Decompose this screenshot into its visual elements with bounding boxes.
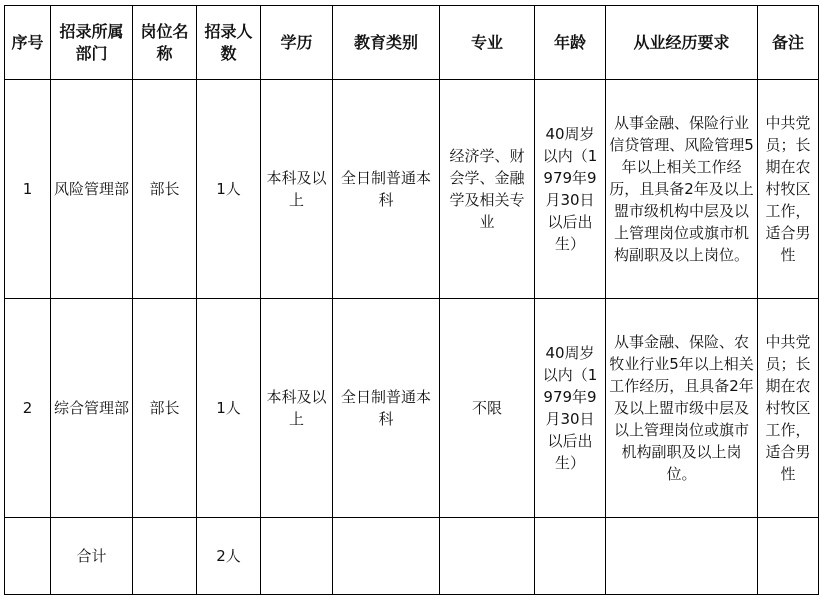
header-dept: 招录所属部门 — [51, 6, 133, 80]
header-experience: 从业经历要求 — [606, 6, 758, 80]
cell-dept: 综合管理部 — [51, 299, 133, 518]
total-row — [5, 518, 819, 595]
header-no: 序号 — [5, 6, 51, 80]
cell-empty — [535, 518, 606, 595]
cell-experience: 从事金融、保险、农牧业行业5年以上相关工作经历，且具备2年及以上盟市级中层及以上管理岗位或旗市机构副职及以上岗位。 — [606, 299, 758, 518]
cell-major: 不限 — [440, 299, 535, 518]
header-row — [5, 6, 819, 80]
cell-empty — [5, 518, 51, 595]
cell-major: 经济学、财会学、金融学及相关专业 — [440, 80, 535, 299]
cell-empty — [261, 518, 333, 595]
cell-remark: 中共党员；长期在农村牧区工作，适合男性 — [758, 299, 819, 518]
cell-no: 1 — [5, 80, 51, 299]
header-edu-type: 教育类别 — [333, 6, 440, 80]
cell-empty — [333, 518, 440, 595]
table-row — [5, 299, 819, 518]
cell-dept: 风险管理部 — [51, 80, 133, 299]
cell-remark: 中共党员；长期在农村牧区工作，适合男性 — [758, 80, 819, 299]
cell-empty — [606, 518, 758, 595]
cell-edu-type: 全日制普通本科 — [333, 80, 440, 299]
cell-empty — [440, 518, 535, 595]
cell-count: 1人 — [197, 299, 261, 518]
header-major: 专业 — [440, 6, 535, 80]
cell-post: 部长 — [133, 80, 197, 299]
table-row — [5, 80, 819, 299]
cell-count: 1人 — [197, 80, 261, 299]
cell-empty — [133, 518, 197, 595]
cell-empty — [758, 518, 819, 595]
recruitment-table — [4, 5, 819, 595]
header-age: 年龄 — [535, 6, 606, 80]
total-label: 合计 — [51, 518, 133, 595]
cell-edu: 本科及以上 — [261, 80, 333, 299]
cell-no: 2 — [5, 299, 51, 518]
cell-edu: 本科及以上 — [261, 299, 333, 518]
header-edu: 学历 — [261, 6, 333, 80]
cell-post: 部长 — [133, 299, 197, 518]
cell-edu-type: 全日制普通本科 — [333, 299, 440, 518]
total-count: 2人 — [197, 518, 261, 595]
header-post: 岗位名称 — [133, 6, 197, 80]
cell-age: 40周岁以内（1979年9月30日以后出生） — [535, 80, 606, 299]
header-remark: 备注 — [758, 6, 819, 80]
cell-experience: 从事金融、保险行业信贷管理、风险管理5年以上相关工作经历，且具备2年及以上盟市级机构中层及以上管理岗位或旗市机构副职及以上岗位。 — [606, 80, 758, 299]
cell-age: 40周岁以内（1979年9月30日以后出生） — [535, 299, 606, 518]
header-count: 招录人数 — [197, 6, 261, 80]
